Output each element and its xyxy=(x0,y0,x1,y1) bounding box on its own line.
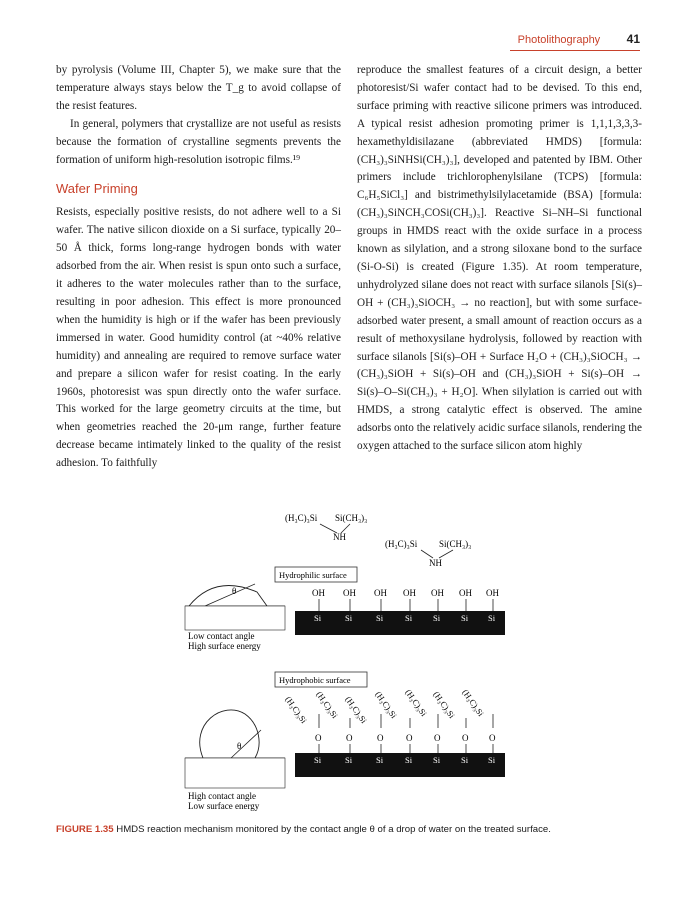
hmds-2-right-label: Si(CH₃)₃ xyxy=(439,539,472,549)
figure-hmds-mechanism xyxy=(175,502,515,822)
oh-label: OH xyxy=(312,588,325,598)
si-label: Si xyxy=(345,755,353,765)
theta-label-1: θ xyxy=(232,586,237,596)
oxygen-label: O xyxy=(346,733,353,743)
oh-label: OH xyxy=(459,588,472,598)
hmds-2-nh: NH xyxy=(429,558,442,568)
drop-1-substrate xyxy=(185,606,285,630)
oh-label: OH xyxy=(403,588,416,598)
si-label: Si xyxy=(461,755,469,765)
left-paragraph-3: Resists, especially positive resists, do not adhere well to a Si wafer. The native silicon dioxide on a Si surface, typically 20–50 Å thick, forms long-range hydrogen bonds with water adsorbed from the air. When resist is spun onto such a surface, it adheres to the water molecules rather than to the surface, resulting in poor adhesion. This effect is more pronounced when the humidity is high or if the wafer has been previously immersed in water. Good humidity control (at ~40% relative humidity) and annealing are required to remove surface water and prepare a silicon wafer for resist coating. In the early 1960s, photoresist was spun directly onto the wafer surface. This worked for the large geometry circuits at the time, but when geometries reached the 20-μm range, further feature decrease became intimately linked to the quality of the resist adhesion. To faithfully xyxy=(56,206,341,470)
drop-1-tangent xyxy=(205,584,255,606)
trimethylsilyl-group: (H₃C)₃Si xyxy=(403,687,430,719)
low-energy-label: Low surface energy xyxy=(188,801,260,811)
si-label: Si xyxy=(433,613,441,623)
si-label: Si xyxy=(433,755,441,765)
right-column xyxy=(357,62,642,456)
oxygen-label: O xyxy=(406,733,413,743)
trimethylsilyl-row xyxy=(283,687,486,725)
hmds-1-right-label: Si(CH₃)₃ xyxy=(335,513,368,523)
hmds-1-left-label: (H₃C)₃Si xyxy=(285,513,318,523)
oxygen-label: O xyxy=(315,733,322,743)
low-angle-label: Low contact angle xyxy=(188,631,255,641)
oxygen-label: O xyxy=(489,733,496,743)
hmds-2-bond-right xyxy=(439,550,453,558)
si-label: Si xyxy=(405,755,413,765)
oh-label: OH xyxy=(374,588,387,598)
hydrophobic-label: Hydrophobic surface xyxy=(279,675,351,685)
trimethylsilyl-group: (H₃C)₃Si xyxy=(283,694,310,726)
high-energy-label: High surface energy xyxy=(188,641,261,651)
substrate-hydrophilic xyxy=(295,611,505,635)
si-label: Si xyxy=(461,613,469,623)
right-paragraph-1: reproduce the smallest features of a circuit design, a better photoresist/Si wafer contact had to be devised. To this end, surface priming with reactive silicone primers was introduced. A typical resist adhesion promoting primer is 1,1,1,3,3,3-hexamethyldisilazane (abbreviated HMDS) [formula: (CH₃)₃SiNHSi(CH₃)₃], developed and patented by IBM. Other primers include trichlorophenylsilane (TCPS) [formula: C₆H₅SiCl₃] and bistrimethylsilylacetamide (BSA) [formula: (CH₃)₃SiNCH₃COSi(CH₃)₃]. Reactive Si–NH–Si functional groups in HMDS react with the oxide surface in a process known as silylation, and a strong siloxane bond to the surface (Si-O-Si) is created (Figure 1.35). At room temperature, unhydrolyzed silane does not react with surface silanols [Si(s)–OH + (CH₃)₃SiOCH₃ → no reaction], but with some surface-adsorbed water present, a small amount of reaction occurs as a result of methoxysilane hydrolysis, followed by reaction with surface silanols [Si(s)–OH + Surface H₂O + (CH₃)₃SiOCH₃ → (CH₃)₃SiOH + Si(s)–OH and (CH₃)₃SiOH + Si(s)–OH → Si(s)–O–Si(CH₃)₃ + H₂O]. When silylation is carried out with HMDS, a strong catalytic effect is observed. The amine adsorbs onto the relatively acidic surface silanols, rendering the oxygen attached to the surface silicon atom highly xyxy=(357,64,642,453)
hmds-2-left-label: (H₃C)₃Si xyxy=(385,539,418,549)
oxygen-row xyxy=(315,733,496,743)
trimethylsilyl-group: (H₃C)₃Si xyxy=(431,689,458,721)
si-label: Si xyxy=(376,755,384,765)
hmds-2-bond-left xyxy=(421,550,433,558)
high-angle-label: High contact angle xyxy=(188,791,256,801)
hmds-1-nh: NH xyxy=(333,532,346,542)
oxygen-label: O xyxy=(434,733,441,743)
running-title: Photolithography xyxy=(517,34,601,46)
left-column xyxy=(56,62,341,473)
theta-label-2: θ xyxy=(237,741,242,751)
oh-group-row xyxy=(312,588,499,598)
header-rule xyxy=(510,50,640,51)
substrate-hydrophobic xyxy=(295,753,505,777)
trimethylsilyl-group: (H₃C)₃Si xyxy=(343,694,370,726)
si-label: Si xyxy=(314,755,322,765)
oxygen-label: O xyxy=(462,733,469,743)
caption-text: HMDS reaction mechanism monitored by the contact angle θ of a drop of water on the treated surface. xyxy=(116,824,551,835)
si-label: Si xyxy=(314,613,322,623)
oh-label: OH xyxy=(486,588,499,598)
figure-drawing xyxy=(175,502,515,822)
si-label: Si xyxy=(488,755,496,765)
trimethylsilyl-group: (H₃C)₃Si xyxy=(373,689,400,721)
left-paragraph-2: In general, polymers that crystallize are not useful as resists because the formation of crystalline segments prevents the formation of uniform high-resolution isotropic films.¹⁹ xyxy=(56,117,341,166)
section-heading: Wafer Priming xyxy=(56,181,138,197)
drop-2-substrate xyxy=(185,758,285,788)
water-drop-high-angle xyxy=(200,710,259,758)
si-label: Si xyxy=(376,613,384,623)
oxygen-label: O xyxy=(377,733,384,743)
si-o-bonds-upper xyxy=(319,714,493,728)
si-label: Si xyxy=(345,613,353,623)
drop-2-tangent xyxy=(231,730,261,758)
left-paragraph-1: by pyrolysis (Volume III, Chapter 5), we make sure that the temperature always stays below the T_g to avoid collapse of the resist features. xyxy=(56,64,341,112)
oh-label: OH xyxy=(343,588,356,598)
oh-label: OH xyxy=(431,588,444,598)
trimethylsilyl-group: (H₃C)₃Si xyxy=(460,687,487,719)
trimethylsilyl-group: (H₃C)₃Si xyxy=(314,689,341,721)
page-number: 41 xyxy=(626,32,640,46)
si-label: Si xyxy=(405,613,413,623)
running-header xyxy=(0,30,640,48)
caption-label: FIGURE 1.35 xyxy=(56,824,114,835)
hydrophilic-label: Hydrophilic surface xyxy=(279,570,347,580)
figure-caption xyxy=(56,824,656,835)
si-label: Si xyxy=(488,613,496,623)
